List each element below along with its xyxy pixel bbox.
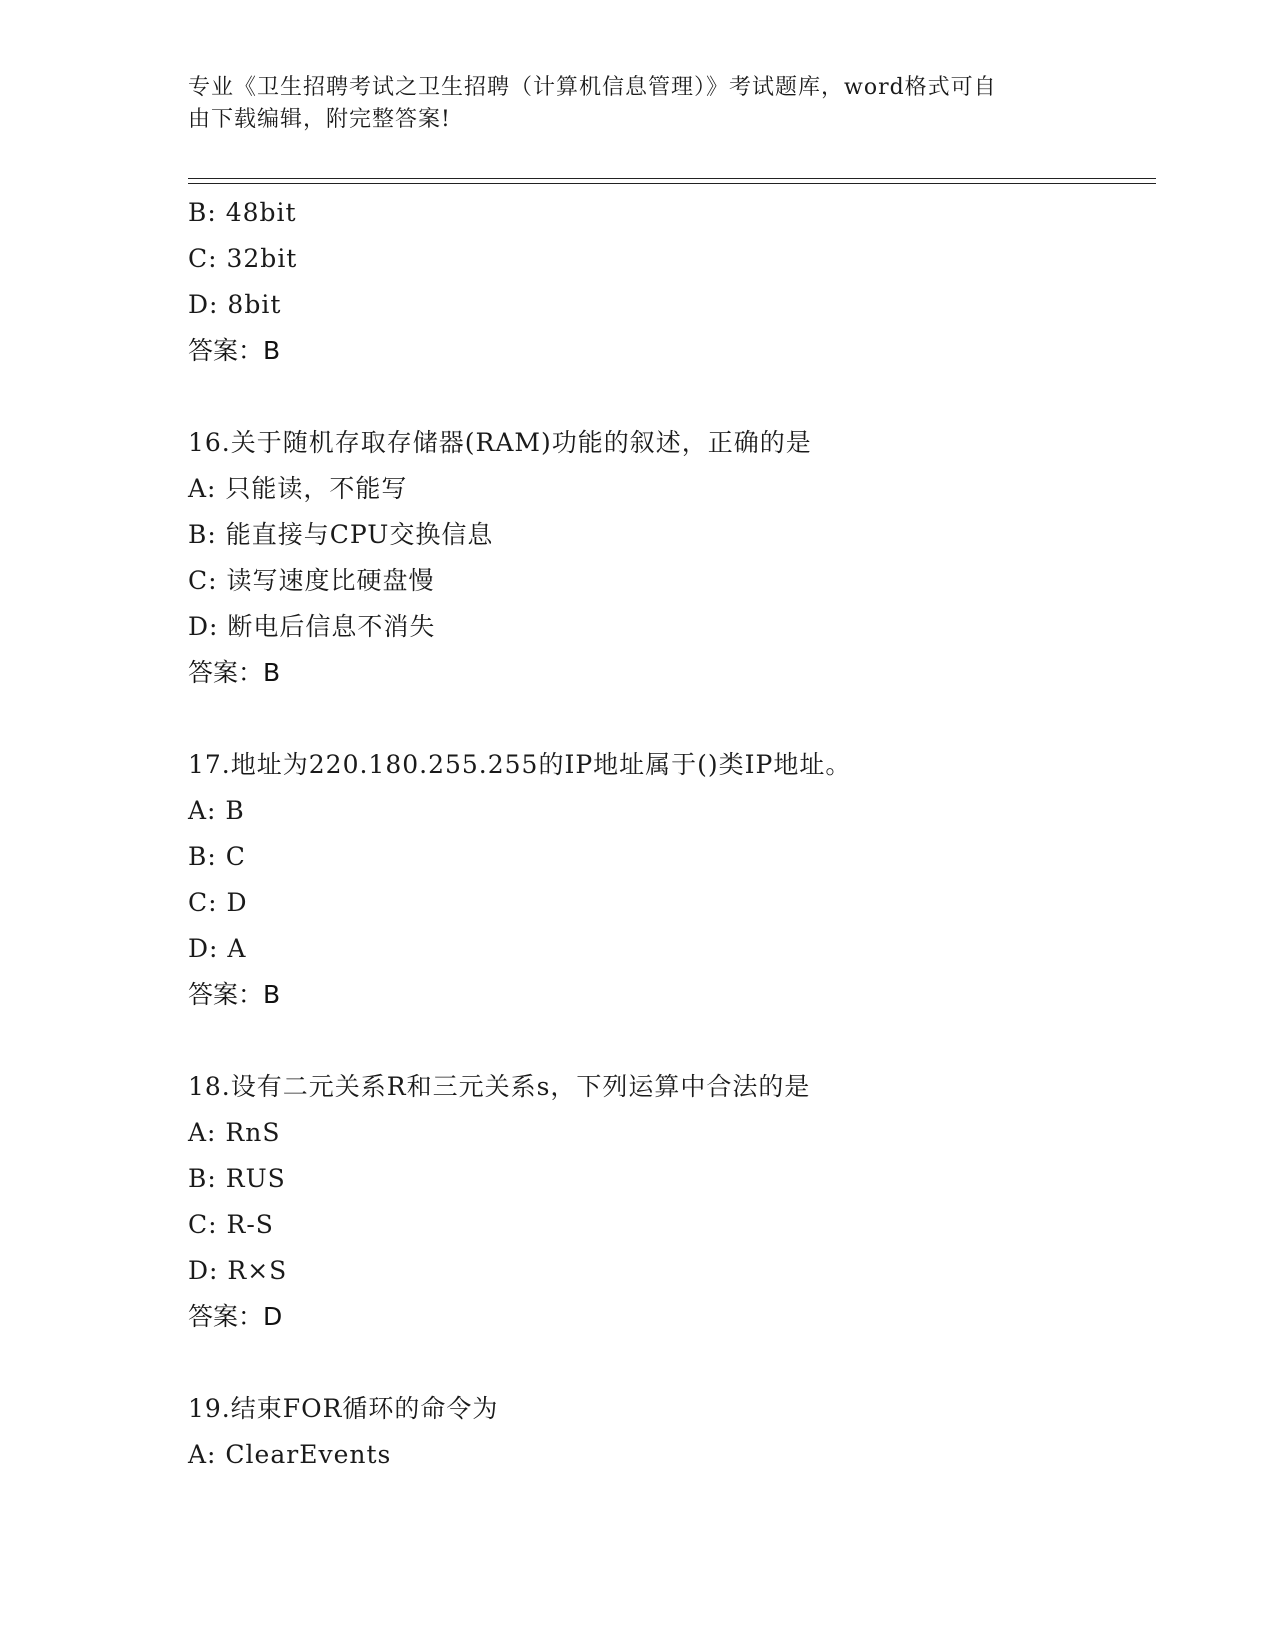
question-text: 18.设有二元关系R和三元关系s，下列运算中合法的是: [188, 1072, 811, 1101]
option-a: A: RnS: [188, 1118, 281, 1147]
option-b: B: 能直接与CPU交换信息: [188, 520, 494, 549]
question-text: 17.地址为220.180.255.255的IP地址属于()类IP地址。: [188, 750, 852, 779]
option-c: C: R-S: [188, 1210, 274, 1239]
question-18: [188, 1064, 1148, 1340]
header-divider-bottom: [188, 183, 1156, 184]
option-b: B: C: [188, 842, 246, 871]
option-c: C: 32bit: [188, 244, 298, 273]
question-19: [188, 1386, 1148, 1478]
option-a: A: 只能读，不能写: [188, 474, 408, 503]
option-a: A: ClearEvents: [188, 1440, 392, 1469]
option-c: C: D: [188, 888, 248, 917]
option-d: D: R×S: [188, 1256, 288, 1285]
answer-line: 答案：B: [188, 980, 281, 1009]
option-b: B: 48bit: [188, 198, 297, 227]
question-15-partial: [188, 190, 1148, 374]
question-text: 19.结束FOR循环的命令为: [188, 1394, 499, 1423]
header-divider-top: [188, 178, 1156, 179]
question-16: [188, 420, 1148, 696]
option-b: B: RUS: [188, 1164, 286, 1193]
question-17: [188, 742, 1148, 1018]
option-a: A: B: [188, 796, 245, 825]
question-list: [188, 190, 1148, 1478]
question-text: 16.关于随机存取存储器(RAM)功能的叙述，正确的是: [188, 428, 812, 457]
option-d: D: 断电后信息不消失: [188, 612, 436, 641]
answer-line: 答案：B: [188, 336, 281, 365]
document-header: [188, 72, 1068, 136]
header-line-2: 由下载编辑，附完整答案!: [188, 107, 451, 132]
answer-line: 答案：D: [188, 1302, 283, 1331]
option-c: C: 读写速度比硬盘慢: [188, 566, 435, 595]
header-line-1: 专业《卫生招聘考试之卫生招聘（计算机信息管理）》考试题库，word格式可自: [188, 75, 997, 100]
option-d: D: 8bit: [188, 290, 282, 319]
option-d: D: A: [188, 934, 247, 963]
answer-line: 答案：B: [188, 658, 281, 687]
